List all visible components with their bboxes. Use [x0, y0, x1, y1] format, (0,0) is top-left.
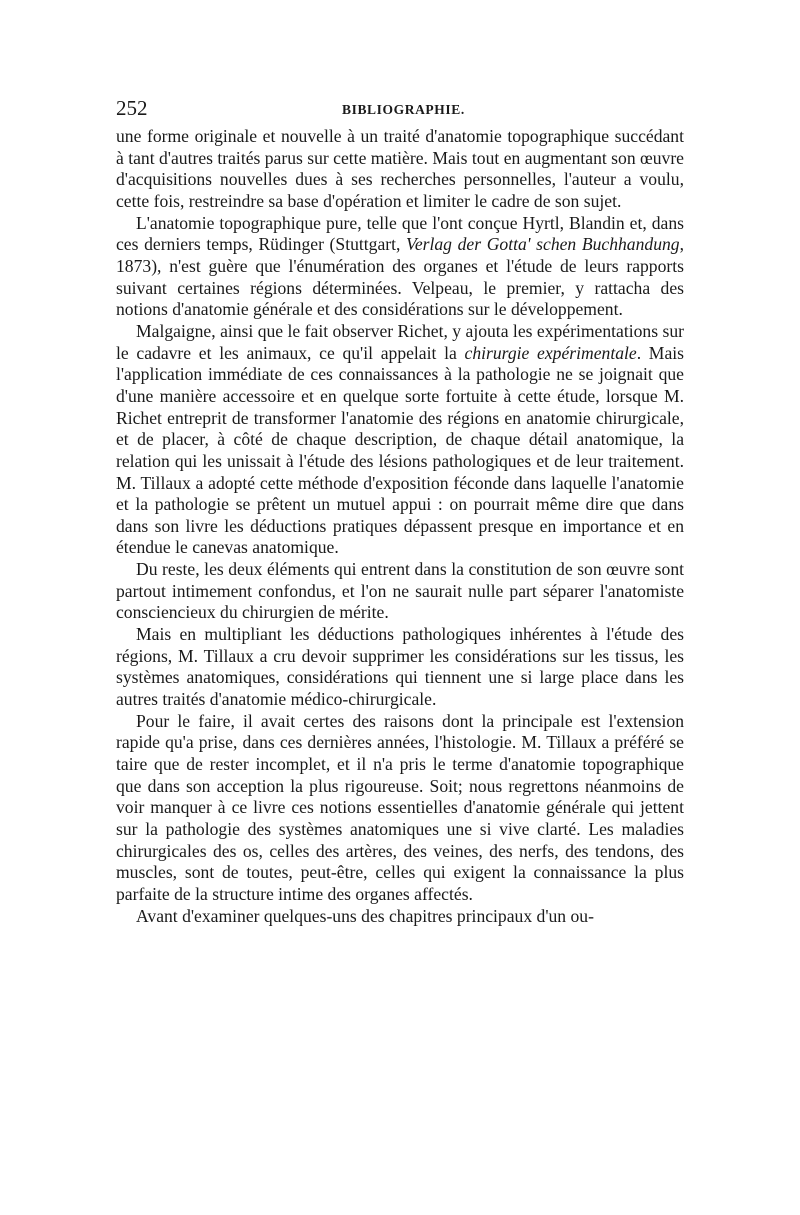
paragraph-1: une forme originale et nouvelle à un traité d'anatomie topographique succédant à tant d'autres traités parus sur cette matière. Mais tout en augmentant son œuvre d'acquisitions nouvelles dues à ses recherches personnelles, l'auteur a voulu, cette fois, restreindre sa base d'opération et limiter le cadre de son sujet. — [116, 126, 684, 211]
paragraph-7: Avant d'examiner quelques-uns des chapitres principaux d'un ou- — [136, 905, 594, 926]
chirurgie-experimentale-italic: chirurgie expérimentale — [464, 342, 637, 363]
body-text — [116, 126, 684, 927]
running-header — [116, 96, 684, 126]
paragraph-3-text-b: . Mais l'application immédiate de ces connaissances à la pathologie ne se joignait que d'une manière accessoire et en quelque sorte fortuite à cette étude, lorsque M. Richet entreprit de transformer l'anatomie des régions en anatomie chirurgicale, et de placer, à côté de chaque description, de chaque détail anatomique, la relation qui les unissait à l'étude des lésions pathologiques et de leur traitement. M. Tillaux a adopté cette méthode d'exposition féconde dans laquelle l'anatomie et la pathologie se prêtent un mutuel appui : on pourrait même dire que dans dans son livre les déductions pratiques dépassent presque en importance et en étendue le canevas anatomique. — [116, 342, 684, 558]
paragraph-3-text-a: Malgaigne, ainsi que le fait observer Richet, y ajouta les expérimentations sur le cadavre et les animaux, ce qu'il appelait la — [116, 320, 684, 363]
page-number: 252 — [116, 96, 148, 120]
paragraph-2-text-b: , 1873), n'est guère que l'énumération des organes et l'étude de leurs rapports suivant certaines régions déterminées. Velpeau, le premier, y rattacha des notions d'anatomie générale et des considérations sur le développement. — [116, 234, 684, 320]
publisher-name-italic: Verlag der Gotta' schen Buchhandung — [406, 234, 680, 255]
paragraph-4: Du reste, les deux éléments qui entrent dans la constitution de son œuvre sont partout intimement confondus, et l'on ne saurait nulle part séparer l'anatomiste consciencieux du chirurgien de mérite. — [116, 559, 684, 623]
paragraph-3 — [116, 321, 684, 559]
running-title: BIBLIOGRAPHIE. — [342, 102, 465, 117]
paragraph-2 — [116, 213, 684, 321]
paragraph-5: Mais en multipliant les déductions pathologiques inhérentes à l'étude des régions, M. Tillaux a cru devoir supprimer les considérations sur les tissus, les systèmes anatomiques, considérations qui tiennent une si large place dans les autres traités d'anatomie médico-chirurgicale. — [116, 624, 684, 710]
paragraph-2-text-a: L'anatomie topographique pure, telle que l'ont conçue Hyrtl, Blandin et, dans ces derniers temps, Rüdinger (Stuttgart, — [116, 212, 684, 255]
paragraph-6: Pour le faire, il avait certes des raisons dont la principale est l'extension rapide qu'a prise, dans ces dernières années, l'histologie. M. Tillaux a préféré se taire que de rester incomplet, et il n'a pris le terme d'anatomie topographique que dans son acception la plus rigoureuse. Soit; nous regrettons néanmoins de voir manquer à ce livre ces notions essentielles d'anatomie générale qui jettent sur la pathologie des systèmes anatomiques une si vive clarté. Les maladies chirurgicales des os, celles des artères, des veines, des nerfs, des tendons, des muscles, sont de toutes, peut-être, celles qui exigent la connaissance la plus parfaite de la structure intime des organes affectés. — [116, 710, 684, 904]
book-page — [116, 96, 684, 927]
